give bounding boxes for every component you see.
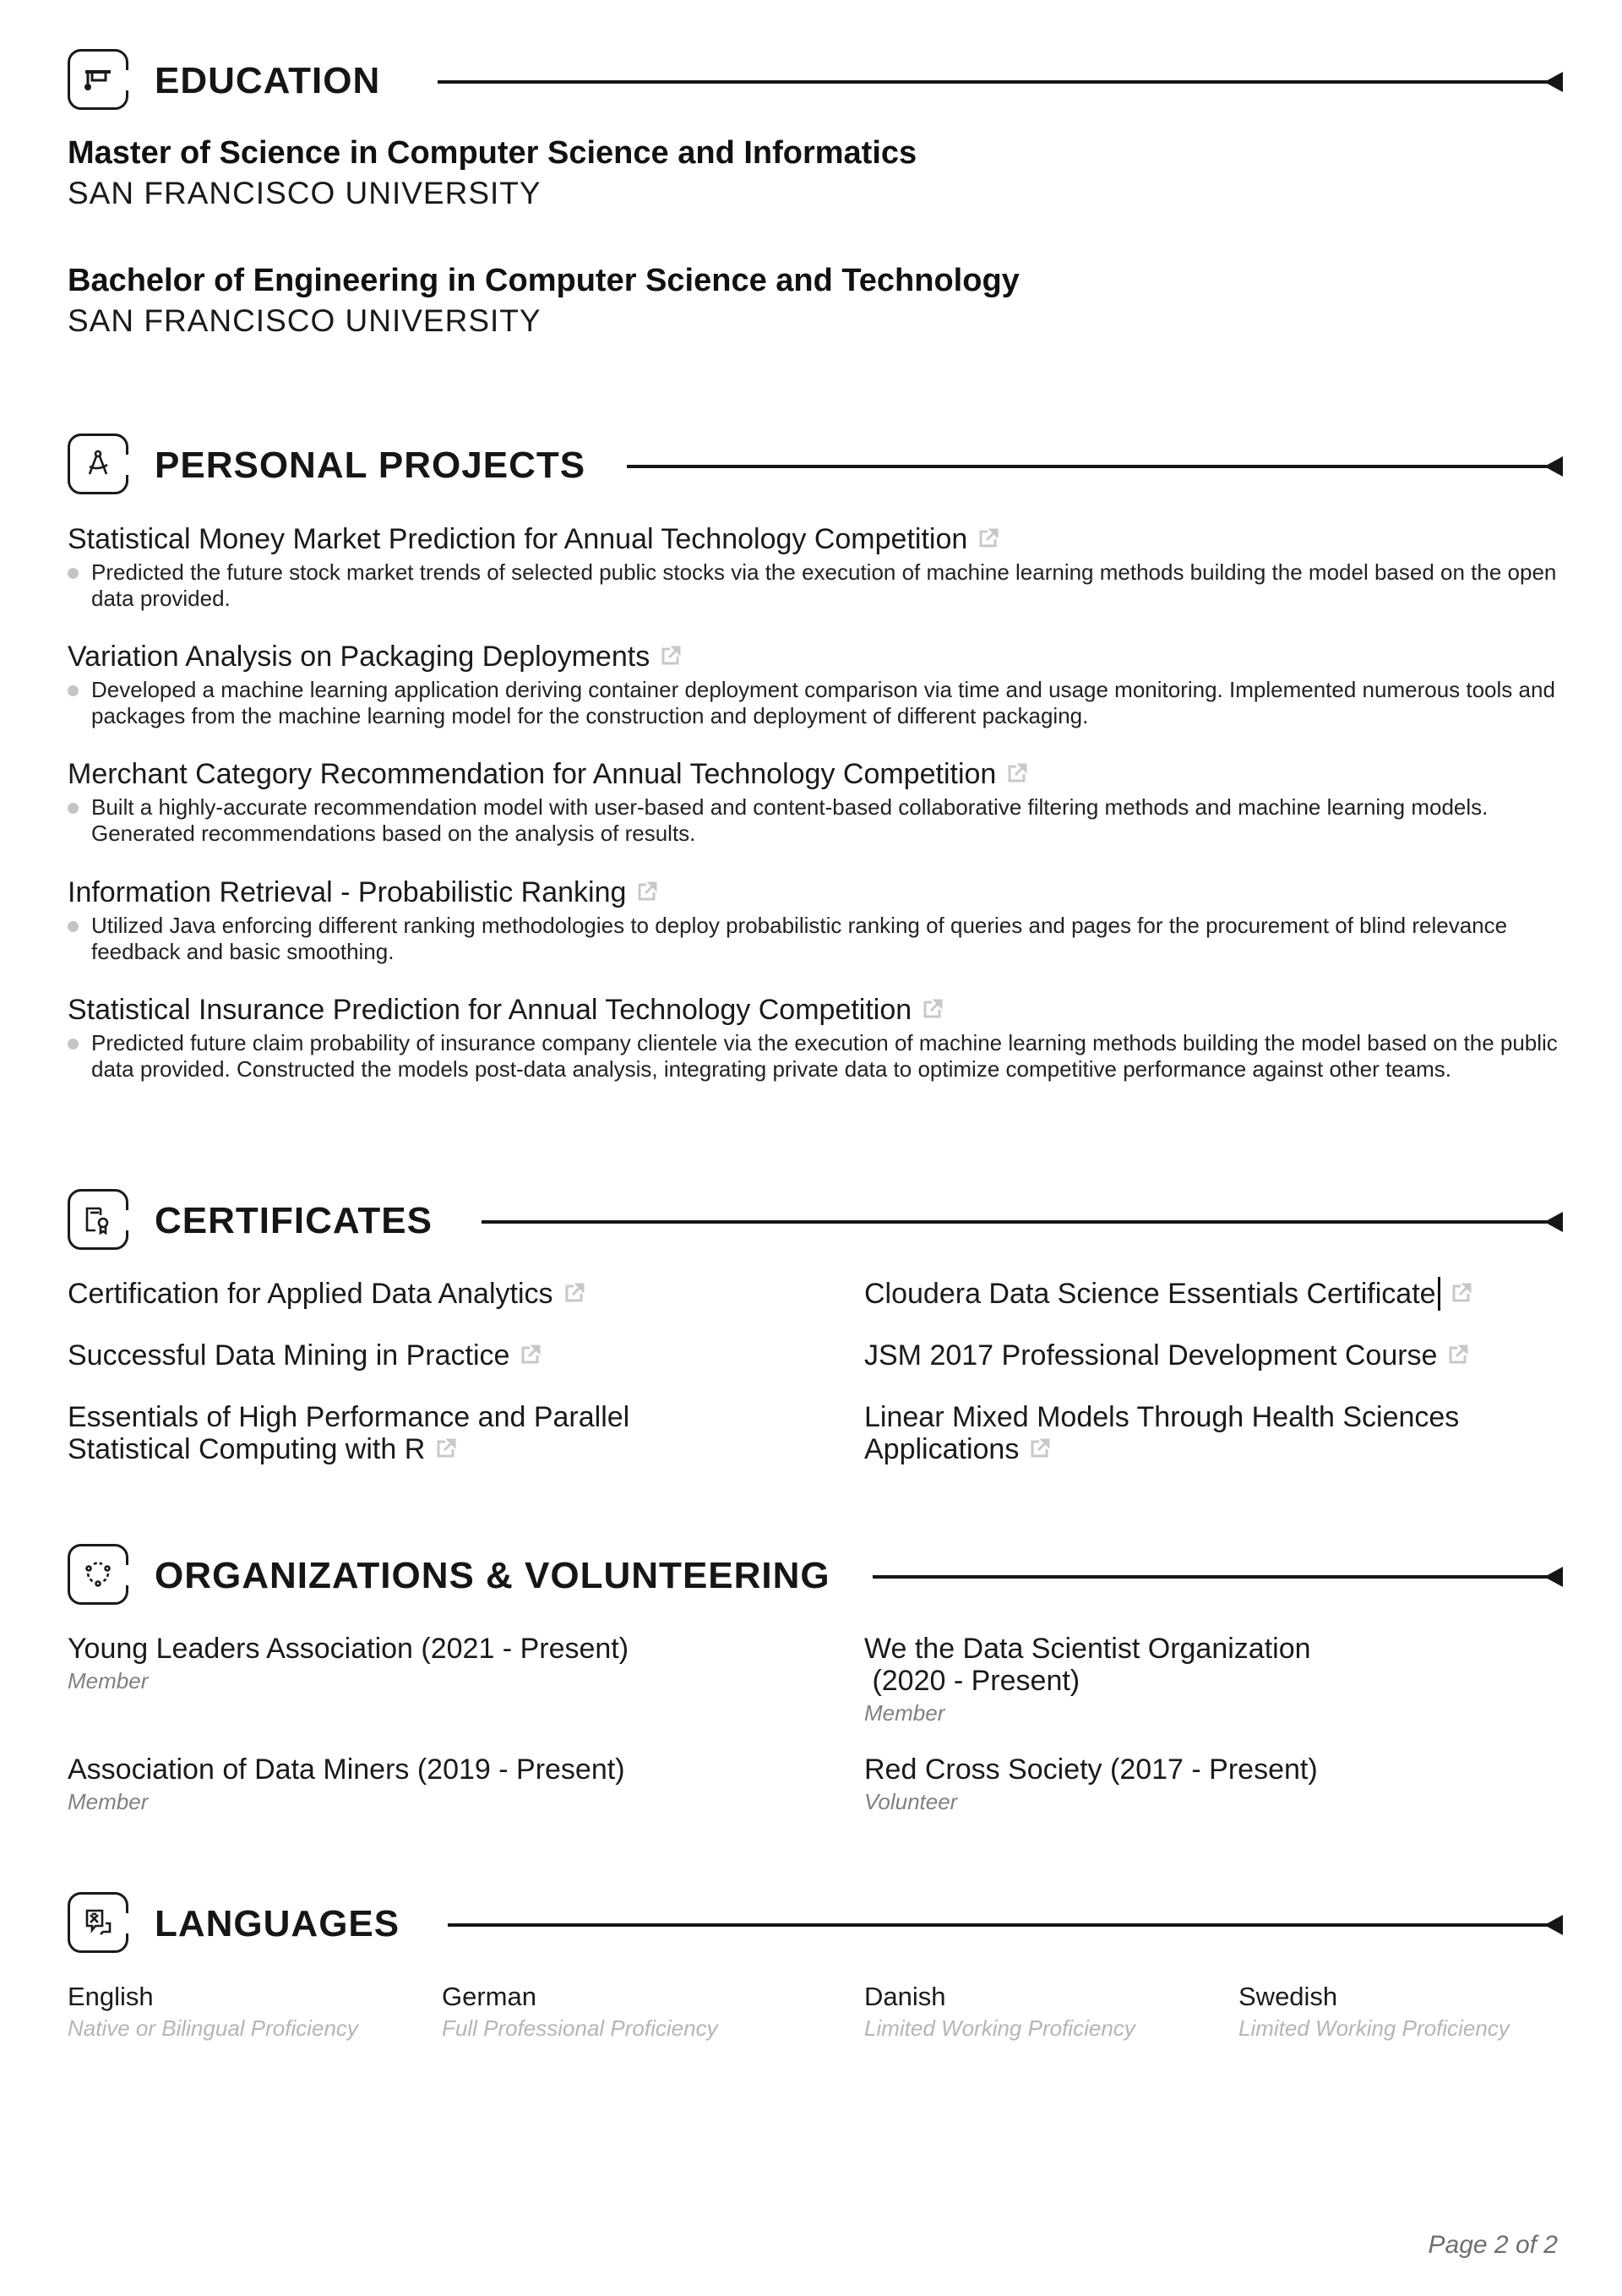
language-item <box>1238 1981 1510 2043</box>
divider-arrow-icon <box>1544 1212 1563 1232</box>
project-description <box>68 913 1563 965</box>
project-title[interactable] <box>68 991 1563 1028</box>
project-description-text: Built a highly-accurate recommendation model with user-based and content-based collaborative filtering methods and machine learning models. Generated recommendations based on the analysis of results. <box>91 794 1489 846</box>
external-link-icon[interactable] <box>1451 1282 1472 1304</box>
section-divider <box>873 1575 1548 1579</box>
section-header <box>68 434 1563 498</box>
certificate-item[interactable] <box>864 1278 1472 1312</box>
project-description <box>68 794 1563 847</box>
section-title: EDUCATION <box>155 60 381 101</box>
organization-item <box>68 1633 629 1697</box>
certificate-name[interactable]: Linear Mixed Models Through Health Sciences <box>864 1401 1460 1433</box>
certificate-icon <box>68 1189 128 1250</box>
organization-role: Member <box>864 1700 945 1726</box>
education-section <box>68 49 1563 338</box>
project-description <box>68 1030 1563 1083</box>
bullet-icon <box>68 568 79 579</box>
section-title: PERSONAL PROJECTS <box>155 444 586 486</box>
section-divider <box>627 465 1548 468</box>
section-header <box>68 1544 1563 1608</box>
external-link-icon[interactable] <box>636 881 658 903</box>
project-title-text[interactable]: Statistical Insurance Prediction for Annual Technology Competition <box>68 994 912 1026</box>
external-link-icon[interactable] <box>1006 762 1028 784</box>
organization-dates: (2020 - Present) <box>864 1665 1080 1697</box>
section-title: LANGUAGES <box>155 1903 400 1944</box>
certificate-name[interactable]: Essentials of High Performance and Parallel <box>68 1401 630 1433</box>
organization-name: Young Leaders Association (2021 - Present) <box>68 1633 629 1665</box>
graduation-cap-icon <box>68 49 128 110</box>
certificate-name-continued[interactable]: Statistical Computing with R <box>68 1433 426 1465</box>
organization-item <box>68 1753 625 1818</box>
certificate-name-continued[interactable]: Applications <box>864 1433 1020 1465</box>
organization-role: Member <box>68 1668 149 1693</box>
project-description-text: Predicted future claim probability of insurance company clientele via the execution of machine learning methods building the model based on the public data provided. Constructed the models post-data analysis, integrating private data to optimize competitive performance against other teams. <box>91 1030 1558 1082</box>
language-level: Native or Bilingual Proficiency <box>68 2015 358 2041</box>
external-link-icon[interactable] <box>520 1344 542 1366</box>
divider-arrow-icon <box>1544 72 1563 92</box>
bullet-icon <box>68 1039 79 1050</box>
certificate-name[interactable]: Certification for Applied Data Analytics <box>68 1278 553 1310</box>
language-level: Limited Working Proficiency <box>864 2015 1135 2041</box>
organization-name: Red Cross Society (2017 - Present) <box>864 1753 1318 1786</box>
page-number: Page 2 of 2 <box>1428 2231 1558 2259</box>
project-description-text: Developed a machine learning application deriving container deployment comparison via time and usage monitoring. Implemented numerous tools and packages from the machine learning model for the construction and deployment of different packaging. <box>91 677 1555 728</box>
language-name: Swedish <box>1238 1982 1338 2011</box>
language-name: German <box>442 1982 536 2011</box>
section-divider <box>482 1220 1548 1224</box>
language-name: English <box>68 1982 154 2011</box>
external-link-icon[interactable] <box>563 1282 585 1304</box>
languages-section <box>68 1892 1563 2041</box>
organization-role: Member <box>68 1789 149 1814</box>
education-item <box>68 133 917 214</box>
project-item <box>68 874 1563 965</box>
project-description <box>68 677 1563 729</box>
degree-title: Master of Science in Computer Science and Informatics <box>68 135 917 171</box>
degree-title: Bachelor of Engineering in Computer Science and Technology <box>68 263 1020 298</box>
organization-item <box>864 1753 1318 1818</box>
section-divider <box>438 80 1548 84</box>
certificate-item[interactable] <box>68 1278 585 1310</box>
project-item <box>68 991 1563 1083</box>
certificate-item[interactable] <box>864 1339 1469 1372</box>
text-cursor <box>1438 1277 1440 1311</box>
project-title-text[interactable]: Information Retrieval - Probabilistic Ranking <box>68 876 627 908</box>
project-item <box>68 755 1563 847</box>
organization-name: Association of Data Miners (2019 - Present) <box>68 1753 625 1786</box>
translate-icon <box>68 1892 128 1953</box>
school-name: SAN FRANCISCO UNIVERSITY <box>68 176 542 210</box>
project-title-text[interactable]: Statistical Money Market Prediction for Annual Technology Competition <box>68 523 968 555</box>
language-name: Danish <box>864 1982 946 2011</box>
language-level: Full Professional Proficiency <box>442 2015 718 2041</box>
section-title: ORGANIZATIONS & VOLUNTEERING <box>155 1555 830 1596</box>
organization-name: We the Data Scientist Organization <box>864 1633 1311 1665</box>
project-item <box>68 638 1563 729</box>
section-header <box>68 49 1563 113</box>
organizations-section <box>68 1544 1563 1814</box>
certificate-name[interactable]: Successful Data Mining in Practice <box>68 1339 510 1372</box>
certificate-item[interactable] <box>68 1339 542 1372</box>
bullet-icon <box>68 921 79 932</box>
section-header <box>68 1189 1563 1253</box>
external-link-icon[interactable] <box>435 1437 457 1459</box>
section-title: CERTIFICATES <box>155 1200 433 1241</box>
divider-arrow-icon <box>1544 1567 1563 1587</box>
bullet-icon <box>68 803 79 814</box>
projects-section <box>68 434 1563 1082</box>
project-title[interactable] <box>68 638 1563 675</box>
external-link-icon[interactable] <box>922 998 944 1020</box>
external-link-icon[interactable] <box>1447 1344 1469 1366</box>
language-item <box>68 1981 358 2043</box>
organization-item <box>864 1633 1311 1729</box>
certificate-item[interactable] <box>68 1401 629 1465</box>
project-title-text[interactable]: Variation Analysis on Packaging Deployments <box>68 641 650 673</box>
project-title[interactable] <box>68 521 1563 558</box>
network-icon <box>68 1544 128 1605</box>
divider-arrow-icon <box>1544 456 1563 477</box>
project-description-text: Predicted the future stock market trends of selected public stocks via the execution of machine learning methods building the model based on the open data provided. <box>91 559 1557 611</box>
project-item <box>68 521 1563 612</box>
certificates-section <box>68 1189 1563 1465</box>
section-divider <box>448 1923 1548 1927</box>
certificate-name[interactable]: JSM 2017 Professional Development Course <box>864 1339 1438 1372</box>
education-item <box>68 260 1020 341</box>
language-item <box>442 1981 718 2043</box>
language-level: Limited Working Proficiency <box>1238 2015 1510 2041</box>
external-link-icon[interactable] <box>977 527 999 549</box>
divider-arrow-icon <box>1544 1915 1563 1935</box>
external-link-icon[interactable] <box>660 645 682 667</box>
language-item <box>864 1981 1135 2043</box>
project-description <box>68 559 1563 612</box>
certificate-item[interactable] <box>864 1401 1459 1465</box>
certificate-name[interactable]: Cloudera Data Science Essentials Certificate <box>864 1278 1436 1310</box>
project-description-text: Utilized Java enforcing different ranking methodologies to deploy probabilistic ranking of queries and pages for the procurement of blind relevance feedback and basic smoothing. <box>91 913 1508 964</box>
compass-icon <box>68 434 128 494</box>
school-name: SAN FRANCISCO UNIVERSITY <box>68 303 542 338</box>
section-header <box>68 1892 1563 1956</box>
project-title[interactable] <box>68 755 1563 793</box>
project-title-text[interactable]: Merchant Category Recommendation for Annual Technology Competition <box>68 758 997 790</box>
project-title[interactable] <box>68 874 1563 911</box>
organization-role: Volunteer <box>864 1789 958 1814</box>
bullet-icon <box>68 685 79 696</box>
external-link-icon[interactable] <box>1029 1437 1051 1459</box>
